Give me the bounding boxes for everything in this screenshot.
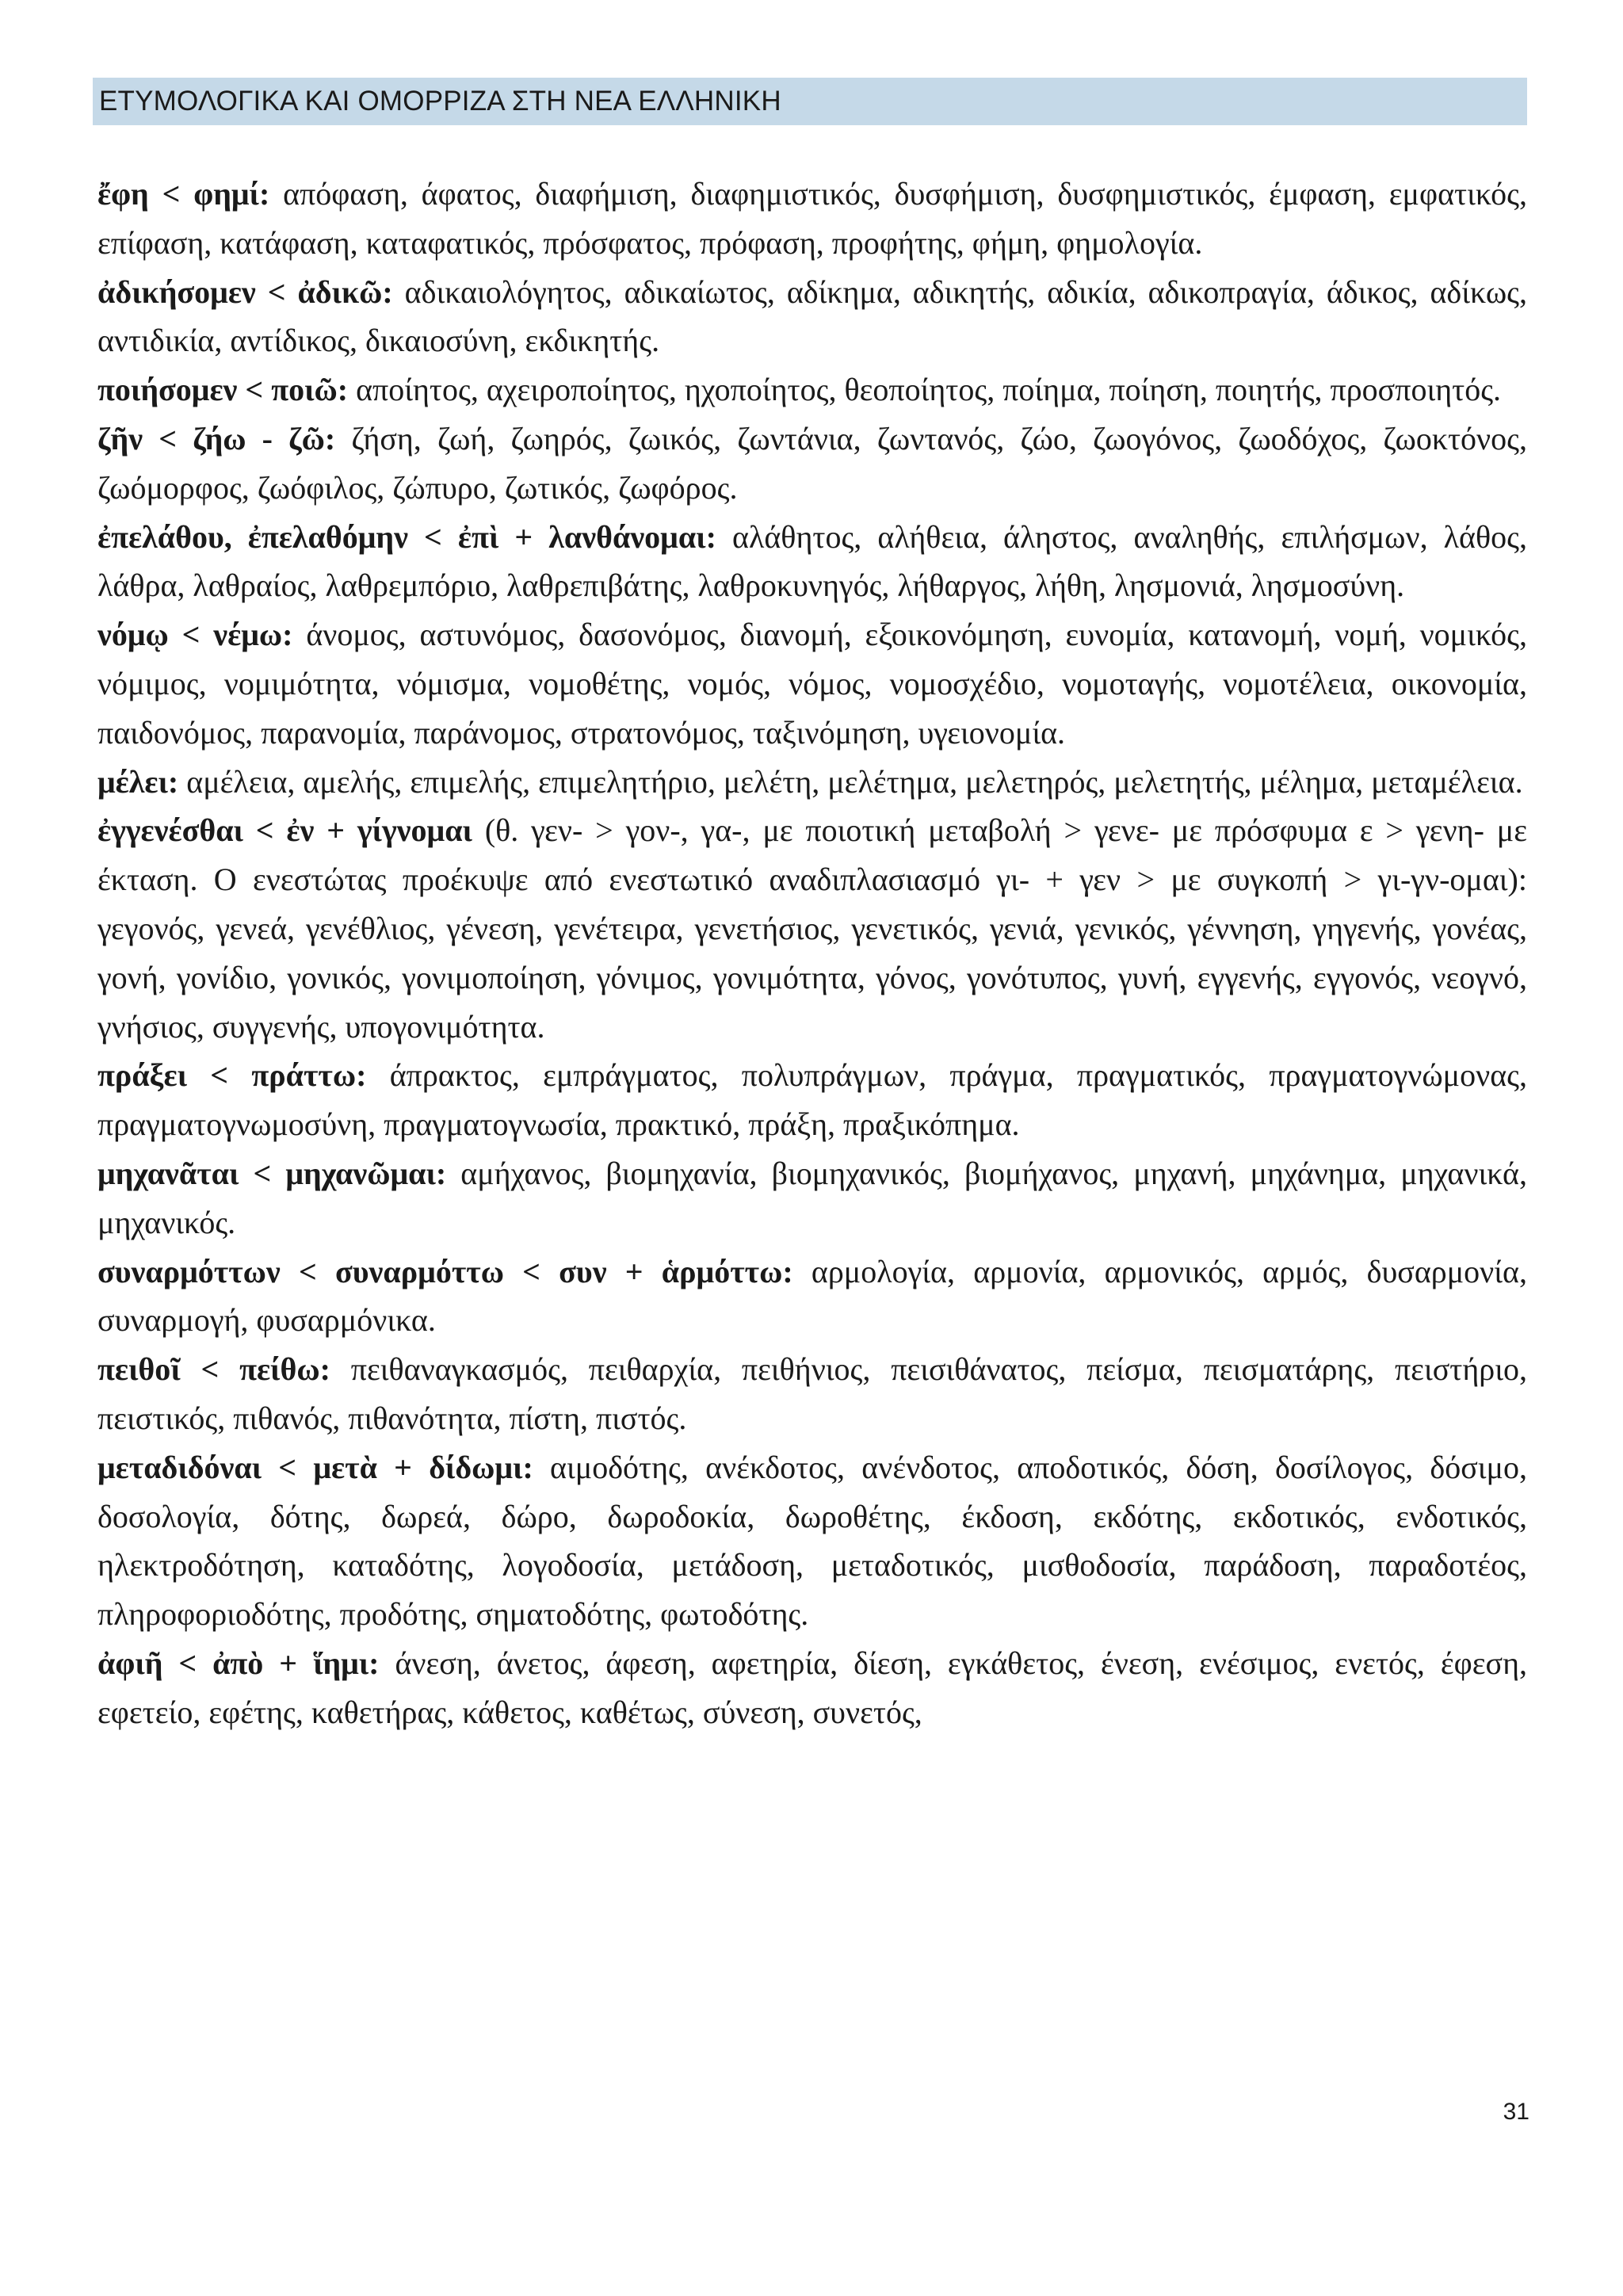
etymology-entry bbox=[97, 806, 1527, 1051]
entry-derivatives: αδικαιολόγητος, αδικαίωτος, αδίκημα, αδικητής, αδικία, αδικοπραγία, άδικος, αδίκως, αντιδικία, αντίδικος, δικαιοσύνη, εκδικητής. bbox=[97, 273, 1527, 359]
entry-derivatives: αλάθητος, αλήθεια, άληστος, αναληθής, επιλήσμων, λάθος, λάθρα, λαθραίος, λαθρεμπόριο, λαθρεπιβάτης, λαθροκυνηγός, λήθαργος, λήθη, λησμονιά, λησμοσύνη. bbox=[97, 518, 1528, 604]
etymology-entry bbox=[97, 365, 1527, 415]
entry-headword: νόμῳ < νέμω: bbox=[97, 617, 293, 653]
etymology-entry bbox=[97, 1051, 1527, 1149]
etymology-entry bbox=[97, 1443, 1527, 1639]
entry-derivatives: αιμοδότης, ανέκδοτος, ανένδοτος, αποδοτικός, δόση, δοσίλογος, δόσιμο, δοσολογία, δότης, δωρεά, δώρο, δωροδοκία, δωροθέτης, έκδοση, εκδότης, εκδοτικός, ενδοτικός, ηλεκτροδότηση, καταδότης, λογοδοσία, μετάδοση, μεταδοτικός, μισθοδοσία, παράδοση, παραδοτέος, πληροφοριοδότης, προδότης, σηματοδότης, φωτοδότης. bbox=[97, 1449, 1528, 1633]
entry-derivatives: (θ. γεν- > γον-, γα-, με ποιοτική μεταβολή > γενε- με πρόσφυμα ε > γενη- με έκταση. Ο ενεστώτας προέκυψε από ενεστωτικό αναδιπλασιασμό γι- + γεν > με συγκοπή > γι-γν-ομαι): γεγονός, γενεά, γενέθλιος, γένεση, γενέτειρα, γενετήσιος, γενετικός, γενιά, γενικός, γέννηση, γηγενής, γονέας, γονή, γονίδιο, γονικός, γονιμοποίηση, γόνιμος, γονιμότητα, γόνος, γονότυπος, γυνή, εγγενής, εγγονός, νεογνό, γνήσιος, συγγενής, υπογονιμότητα. bbox=[97, 812, 1527, 1045]
etymology-entry bbox=[97, 268, 1527, 366]
etymology-entry bbox=[97, 170, 1527, 268]
document-page bbox=[93, 78, 1527, 1737]
etymology-entry bbox=[97, 1639, 1527, 1737]
entry-derivatives: άνομος, αστυνόμος, δασονόμος, διανομή, εξοικονόμηση, ευνομία, κατανομή, νομή, νομικός, νόμιμος, νομιμότητα, νόμισμα, νομοθέτης, νομός, νόμος, νομοσχέδιο, νομοταγής, νομοτέλεια, οικονομία, παιδονόμος, παρανομία, παράνομος, στρατονόμος, ταξινόμηση, υγειονομία. bbox=[97, 617, 1527, 751]
etymology-entry bbox=[97, 415, 1527, 513]
etymology-entry bbox=[97, 758, 1527, 807]
etymology-entry bbox=[97, 1149, 1527, 1247]
entry-derivatives: άπρακτος, εμπράγματος, πολυπράγμων, πράγμα, πραγματικός, πραγματογνώμονας, πραγματογνωμοσύνη, πραγματογνωσία, πρακτικό, πράξη, πραξικόπημα. bbox=[97, 1057, 1527, 1143]
entry-headword: ἀφιῆ < ἀπὸ + ἵημι: bbox=[97, 1645, 380, 1681]
entry-headword: ἀδικήσομεν < ἀδικῶ: bbox=[97, 273, 393, 310]
entry-headword: μεταδιδόναι < μετὰ + δίδωμι: bbox=[97, 1449, 533, 1485]
entry-headword: ἐγγενέσθαι < ἐν + γίγνομαι bbox=[97, 812, 472, 849]
section-title: ΕΤΥΜΟΛΟΓΙΚΑ ΚΑΙ ΟΜΟΡΡΙΖΑ ΣΤΗ ΝΕΑ ΕΛΛΗΝΙΚΗ bbox=[99, 86, 781, 117]
entry-headword: ἔφη < φημί: bbox=[97, 176, 270, 212]
entry-headword: πειθοῖ < πείθω: bbox=[97, 1351, 330, 1388]
entry-derivatives: αποίητος, αχειροποίητος, ηχοποίητος, θεοποίητος, ποίημα, ποίηση, ποιητής, προσποιητός. bbox=[348, 372, 1502, 408]
entry-derivatives: πειθαναγκασμός, πειθαρχία, πειθήνιος, πεισιθάνατος, πείσμα, πεισματάρης, πειστήριο, πειστικός, πιθανός, πιθανότητα, πίστη, πιστός. bbox=[97, 1351, 1527, 1436]
entry-derivatives: απόφαση, άφατος, διαφήμιση, διαφημιστικός, δυσφήμιση, δυσφημιστικός, έμφαση, εμφατικός, επίφαση, κατάφαση, καταφατικός, πρόσφατος, πρόφαση, προφήτης, φήμη, φημολογία. bbox=[97, 176, 1527, 261]
entry-headword: μέλει: bbox=[97, 763, 179, 800]
entry-derivatives: αμήχανος, βιομηχανία, βιομηχανικός, βιομήχανος, μηχανή, μηχάνημα, μηχανικά, μηχανικός. bbox=[97, 1155, 1527, 1240]
page-number: 31 bbox=[1503, 2099, 1529, 2125]
entry-headword: ποιήσομεν < ποιῶ: bbox=[97, 372, 349, 408]
entry-headword: ἐπελάθου, ἐπελαθόμην < ἐπὶ + λανθάνομαι: bbox=[97, 518, 716, 555]
etymology-entry bbox=[97, 1247, 1527, 1346]
entry-headword: συναρμόττων < συναρμόττω < συν + ἁρμόττω: bbox=[97, 1253, 793, 1289]
entry-derivatives: αρμολογία, αρμονία, αρμονικός, αρμός, δυσαρμονία, συναρμογή, φυσαρμόνικα. bbox=[97, 1253, 1527, 1339]
entry-derivatives: ζήση, ζωή, ζωηρός, ζωικός, ζωντάνια, ζωντανός, ζώο, ζωογόνος, ζωοδόχος, ζωοκτόνος, ζωόμορφος, ζωόφιλος, ζώπυρο, ζωτικός, ζωφόρος. bbox=[97, 420, 1527, 506]
section-title-bar bbox=[93, 78, 1527, 125]
entry-derivatives: αμέλεια, αμελής, επιμελής, επιμελητήριο, μελέτη, μελέτημα, μελετηρός, μελετητής, μέλημα, μεταμέλεια. bbox=[178, 763, 1523, 800]
entry-headword: πράξει < πράττω: bbox=[97, 1057, 367, 1094]
entry-headword: ζῆν < ζήω - ζῶ: bbox=[97, 420, 336, 457]
etymology-list bbox=[93, 170, 1527, 1737]
etymology-entry bbox=[97, 513, 1527, 611]
entry-derivatives: άνεση, άνετος, άφεση, αφετηρία, δίεση, εγκάθετος, ένεση, ενέσιμος, ενετός, έφεση, εφετείο, εφέτης, καθετήρας, κάθετος, καθέτως, σύνεση, συνετός, bbox=[97, 1645, 1527, 1730]
entry-headword: μηχανᾶται < μηχανῶμαι: bbox=[97, 1155, 447, 1191]
etymology-entry bbox=[97, 1345, 1527, 1443]
etymology-entry bbox=[97, 610, 1527, 757]
